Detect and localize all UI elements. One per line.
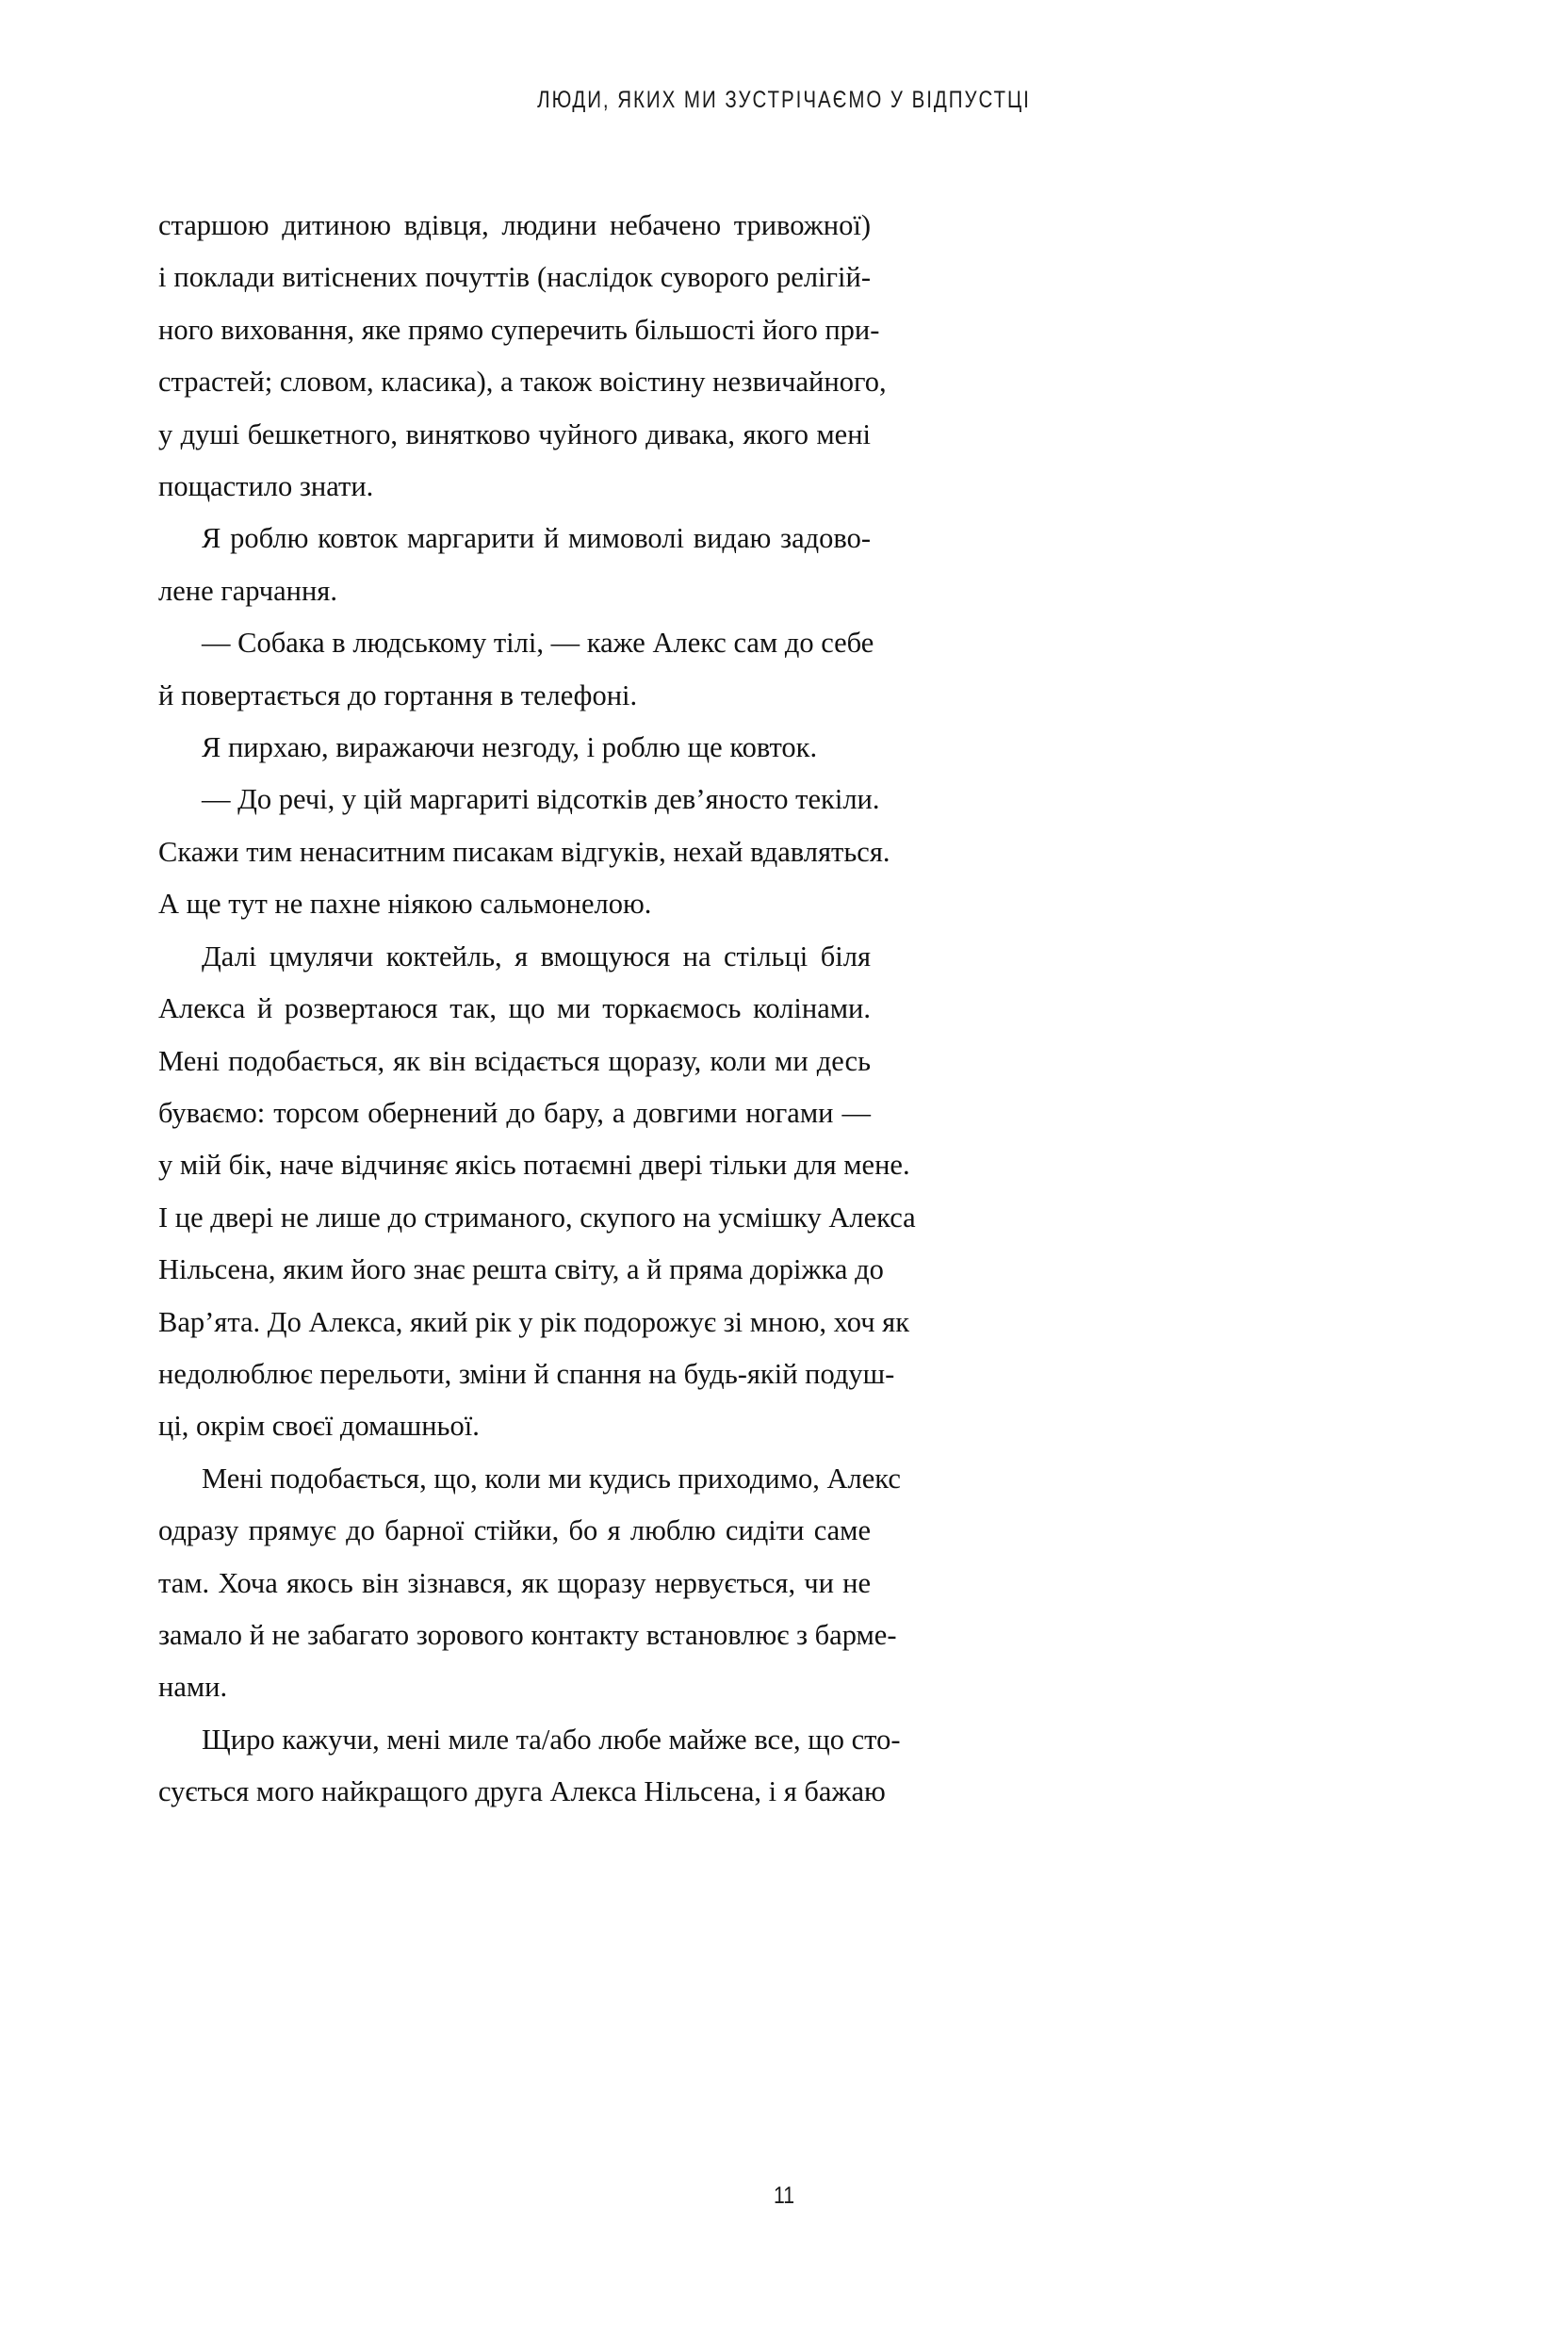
paragraph xyxy=(158,1714,901,1819)
text-line: Я роблю ковток маргарити й мимоволі видаю задово- xyxy=(202,522,871,555)
text-line: замало й не забагато зорового контакту встановлює з барме- xyxy=(158,1618,897,1651)
text-line: і поклади витіснених почуттів (наслідок суворого релігій- xyxy=(158,261,871,294)
text-line: А ще тут не пахне ніякою сальмонелою. xyxy=(158,888,652,921)
text-line: Я пирхаю, виражаючи незгоду, і роблю ще ковток. xyxy=(202,731,818,764)
text-line: Нільсена, яким його знає решта світу, а й пряма доріжка до xyxy=(158,1253,884,1286)
text-line: у мій бік, наче відчиняє якісь потаємні двері тільки для мене. xyxy=(158,1149,910,1182)
text-line: страстей; словом, класика), а також воістину незвичайного, xyxy=(158,366,887,399)
paragraph xyxy=(158,200,887,513)
text-line: лене гарчання. xyxy=(158,574,337,607)
text-line: старшою дитиною вдівця, людини небачено тривожної) xyxy=(158,209,871,241)
paragraph-dialogue xyxy=(158,617,874,722)
text-line: Вар’ята. До Алекса, який рік у рік подорожує зі мною, хоч як xyxy=(158,1305,910,1338)
text-line: Мені подобається, як він всідається щоразу, коли ми десь xyxy=(158,1044,871,1077)
text-line: Щиро кажучи, мені миле та/або любе майже все, що сто- xyxy=(202,1723,901,1756)
text-line: недолюблює перельоти, зміни й спання на будь-якій подуш- xyxy=(158,1357,895,1390)
text-line: Мені подобається, що, коли ми кудись приходимо, Алекс xyxy=(202,1462,901,1495)
text-line: пощастило знати. xyxy=(158,470,374,503)
text-line: — До речі, у цій маргариті відсотків дев’яносто текіли. xyxy=(202,783,880,816)
text-line: — Собака в людському тілі, — каже Алекс сам до себе xyxy=(202,627,874,660)
body-text-block xyxy=(158,200,916,1819)
text-line: Далі цмулячи коктейль, я вмощуюся на стільці біля xyxy=(202,940,871,972)
text-line: сується мого найкращого друга Алекса Нільсена, і я бажаю xyxy=(158,1775,886,1808)
paragraph xyxy=(158,722,871,774)
text-line: ці, окрім своєї домашньої. xyxy=(158,1410,480,1443)
text-line: Скажи тим ненаситним писакам відгуків, нехай вдавляться. xyxy=(158,835,890,868)
text-line: й повертається до гортання в телефоні. xyxy=(158,678,638,711)
text-line: там. Хоча якось він зізнався, як щоразу нервується, чи не xyxy=(158,1566,871,1599)
text-line: Алекса й розвертаюся так, що ми торкаємось колінами. xyxy=(158,992,871,1025)
text-line: буваємо: торсом обернений до бару, а довгими ногами — xyxy=(158,1096,871,1129)
text-line: ного виховання, яке прямо суперечить більшості його при- xyxy=(158,313,880,346)
page-number: 11 xyxy=(773,2182,795,2209)
text-line: нами. xyxy=(158,1671,228,1704)
running-head: ЛЮДИ, ЯКИХ МИ ЗУСТРІЧАЄМО У ВІДПУСТЦІ xyxy=(537,87,1031,113)
paragraph xyxy=(158,1453,901,1714)
text-line: у душі бешкетного, винятково чуйного дивака, якого мені xyxy=(158,417,871,450)
paragraph-dialogue xyxy=(158,774,890,930)
paragraph xyxy=(158,513,871,617)
text-line: одразу прямує до барної стійки, бо я люблю сидіти саме xyxy=(158,1514,871,1547)
text-line: І це двері не лише до стриманого, скупого на усмішку Алекса xyxy=(158,1201,916,1234)
paragraph xyxy=(158,931,916,1453)
